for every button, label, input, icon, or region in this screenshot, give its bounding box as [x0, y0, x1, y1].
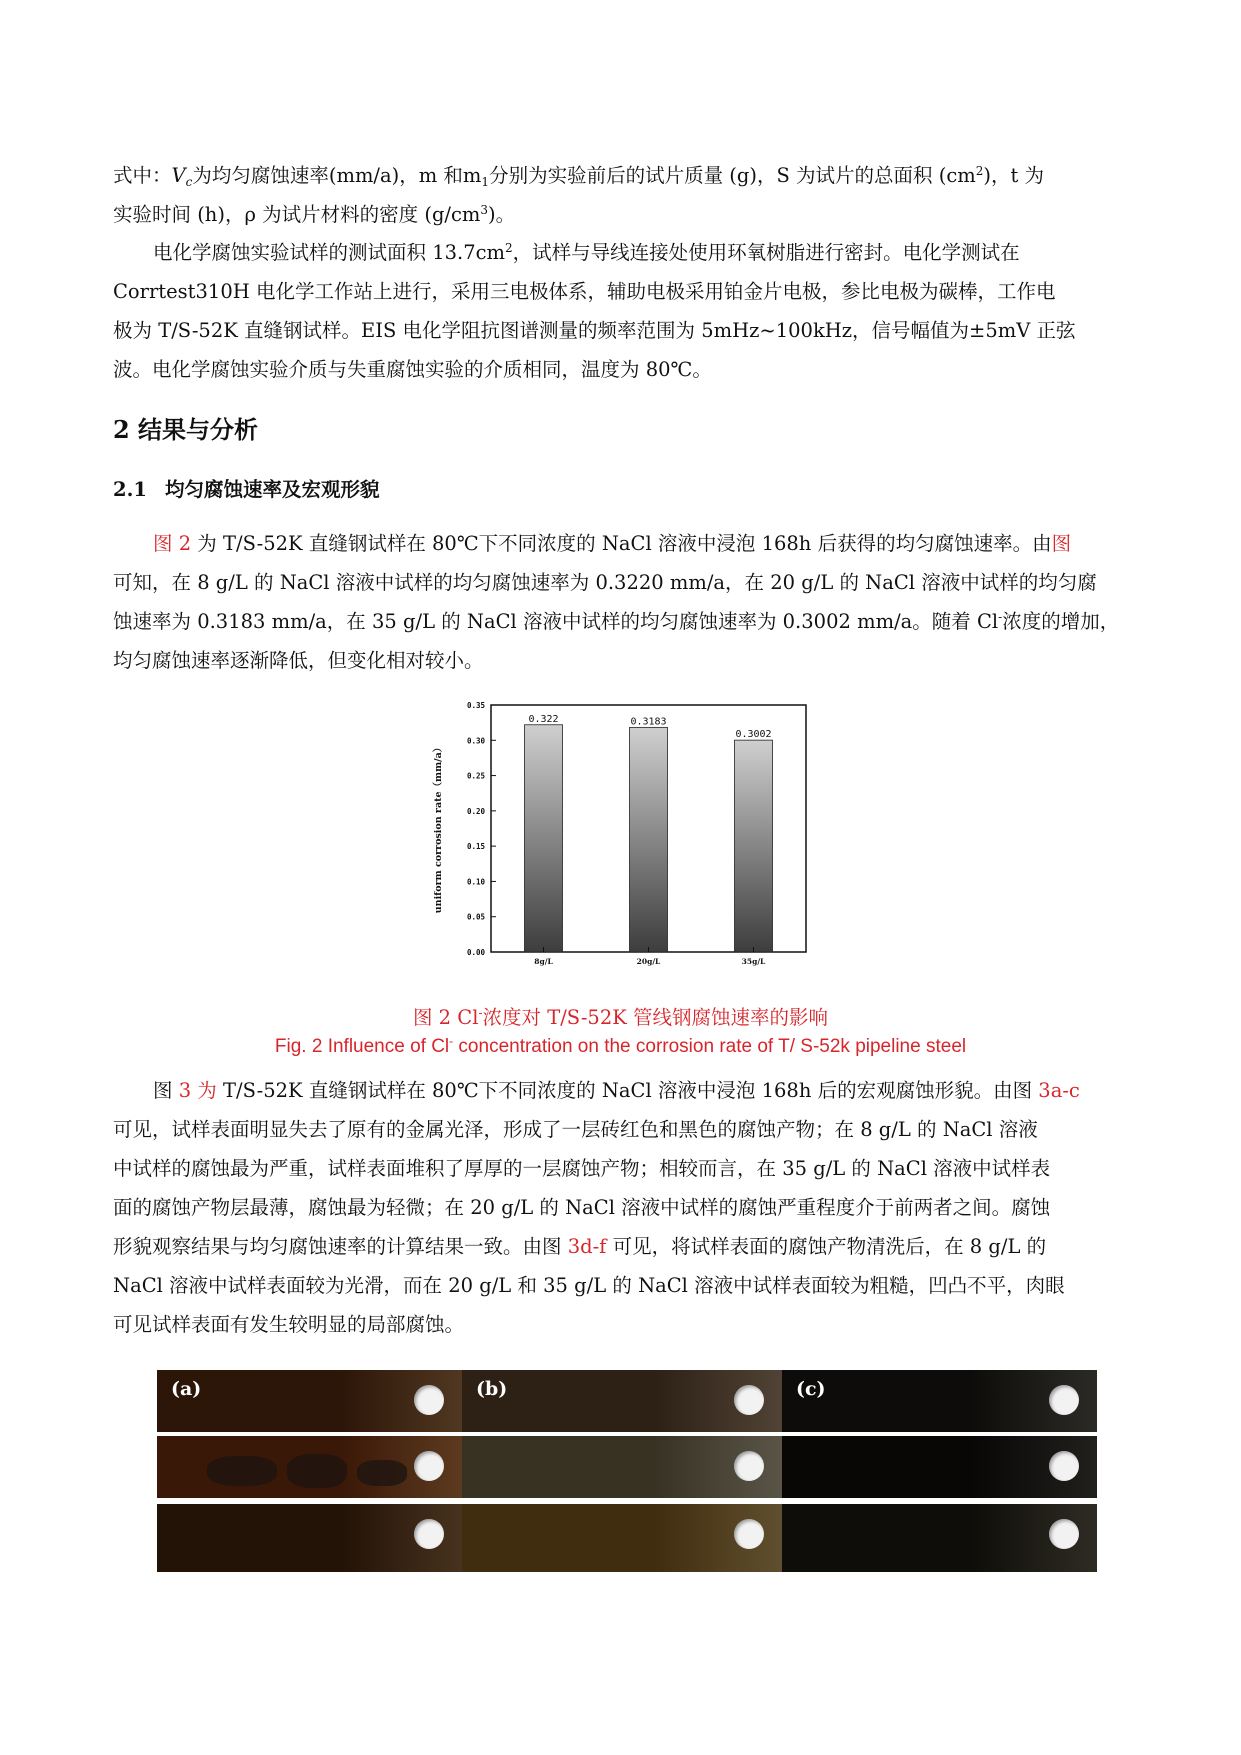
- y-tick-label: 0.15: [466, 842, 485, 852]
- x-tick-label: 20g/L: [636, 957, 661, 966]
- y-tick-label: 0.25: [466, 771, 485, 781]
- specimen-strip: [462, 1370, 782, 1432]
- specimen-strip: [462, 1504, 782, 1572]
- bar-35g/L: [735, 740, 773, 952]
- bar-20g/L: [630, 727, 668, 952]
- y-tick-label: 0.05: [466, 912, 485, 922]
- specimen-strip: [782, 1370, 1097, 1432]
- mounting-hole: [1049, 1519, 1079, 1549]
- section-heading-results: 2 结果与分析: [113, 415, 259, 444]
- specimen-strip: [157, 1370, 462, 1432]
- panel-label: (a): [171, 1378, 202, 1400]
- y-tick-label: 0.00: [466, 948, 485, 957]
- figure-2-caption-cn: 图 2 Cl-浓度对 T/S-52K 管线钢腐蚀速率的影响: [412, 1006, 829, 1029]
- panel-a: [157, 1370, 462, 1572]
- figure-3-specimen-photos: [157, 1370, 1097, 1572]
- y-axis-label: uniform corrosion rate（mm/a）: [433, 742, 444, 914]
- panel-b: [462, 1370, 782, 1572]
- corrosion-patch: [357, 1460, 407, 1486]
- corrosion-patch: [287, 1454, 347, 1488]
- mounting-hole: [414, 1385, 444, 1415]
- corrosion-patch: [207, 1456, 277, 1486]
- bar-data-label: 0.322: [528, 713, 559, 725]
- mounting-hole: [734, 1451, 764, 1481]
- figure-reference-link[interactable]: 图: [1051, 532, 1072, 555]
- bar-8g/L: [525, 725, 563, 952]
- mounting-hole: [734, 1385, 764, 1415]
- subsection-heading: 2.1 均匀腐蚀速率及宏观形貌: [113, 478, 380, 501]
- specimen-strip: [782, 1436, 1097, 1498]
- y-tick-label: 0.30: [466, 736, 485, 746]
- specimen-strip: [782, 1504, 1097, 1572]
- figure-2-reference-link[interactable]: 图 2: [153, 532, 192, 555]
- paragraph-corrosion-rate: 图 2 为 T/S-52K 直缝钢试样在 80℃下不同浓度的 NaCl 溶液中浸泡 168h 后获得的均匀腐蚀速率。由图 可知，在 8 g/L 的 NaCl 溶液中试样的均匀腐蚀速率为 0.3220 mm/a，在 20 g/L 的 NaCl 溶液中试样的均匀腐 蚀速率为 0.3183 mm/a，在 35 g/L 的 NaCl 溶液中试样的均匀腐蚀速率为 0.3002 mm/a。随着 Cl-浓度的增加， 均匀腐蚀速率逐渐降低，但变化相对较小。: [113, 532, 1120, 672]
- specimen-strip: [462, 1436, 782, 1498]
- y-tick-label: 0.20: [466, 806, 485, 816]
- panel-c: [782, 1370, 1097, 1572]
- figure-2-caption-en: Fig. 2 Influence of Cl- concentration on the corrosion rate of T/ S-52k pipeline steel: [274, 1034, 967, 1057]
- x-tick-label: 35g/L: [741, 957, 766, 966]
- y-tick-label: 0.10: [466, 877, 485, 887]
- figure-3df-reference-link[interactable]: 3d-f: [567, 1235, 607, 1258]
- paragraph-macro-morphology: 图 3 为 T/S-52K 直缝钢试样在 80℃下不同浓度的 NaCl 溶液中浸泡 168h 后的宏观腐蚀形貌。由图 3a-c 可见，试样表面明显失去了原有的金属光泽，形成了一层砖红色和黑色的腐蚀产物；在 8 g/L 的 NaCl 溶液 中试样的腐蚀最为严重，试样表面堆积了厚厚的一层腐蚀产物；相较而言，在 35 g/L 的 NaCl 溶液中试样表 面的腐蚀产物层最薄，腐蚀最为轻微；在 20 g/L 的 NaCl 溶液中试样的腐蚀严重程度介于前两者之间。腐蚀 形貌观察结果与均匀腐蚀速率的计算结果一致。由图 3d-f 可见，将试样表面的腐蚀产物清洗后，在 8 g/L 的 NaCl 溶液中试样表面较为光滑，而在 20 g/L 和 35 g/L 的 NaCl 溶液中试样表面较为粗糙，凹凸不平，肉眼 可见试样表面有发生较明显的局部腐蚀。: [113, 1079, 1080, 1336]
- mounting-hole: [414, 1451, 444, 1481]
- mounting-hole: [1049, 1385, 1079, 1415]
- panel-label: (c): [796, 1378, 826, 1400]
- mounting-hole: [414, 1519, 444, 1549]
- x-tick-label: 8g/L: [534, 957, 553, 966]
- panel-label: (b): [476, 1378, 508, 1400]
- bar-data-label: 0.3002: [735, 729, 772, 741]
- mounting-hole: [734, 1519, 764, 1549]
- mounting-hole: [1049, 1451, 1079, 1481]
- corrosion-rate-bar-chart: [430, 700, 810, 970]
- paragraph-electrochemical-method: 电化学腐蚀实验试样的测试面积 $13.7cm^2$，试样与导线连接处使用环氧树脂进行密封。电化学测试在 Corrtest310H 电化学工作站上进行，采用三电极体系，辅助电极采用铂金片电极，参比电极为碳棒，工作电 极为 T/S-52K 直缝钢试样。EIS 电化学阻抗图谱测量的频率范围为 5mHz~100kHz，信号幅值为±5mV 正弦 波。电化学腐蚀实验介质与失重腐蚀实验的介质相同，温度为 80℃。: [113, 241, 1076, 381]
- specimen-strip: [157, 1504, 462, 1572]
- y-tick-label: 0.35: [466, 701, 485, 710]
- figure-3ac-reference-link[interactable]: 3a-c: [1038, 1079, 1080, 1102]
- paragraph-formula-definitions: 式中：$V_c$为均匀腐蚀速率(mm/a)，m 和$m_1$分别为实验前后的试片质量 (g)，S 为试片的总面积 $(cm^2)$，t 为 实验时间 (h)，ρ 为试片材料的密度 $(g/cm^3)$。: [113, 164, 1045, 226]
- bar-data-label: 0.3183: [630, 716, 667, 728]
- figure-3-reference-link[interactable]: 3 为: [178, 1079, 217, 1102]
